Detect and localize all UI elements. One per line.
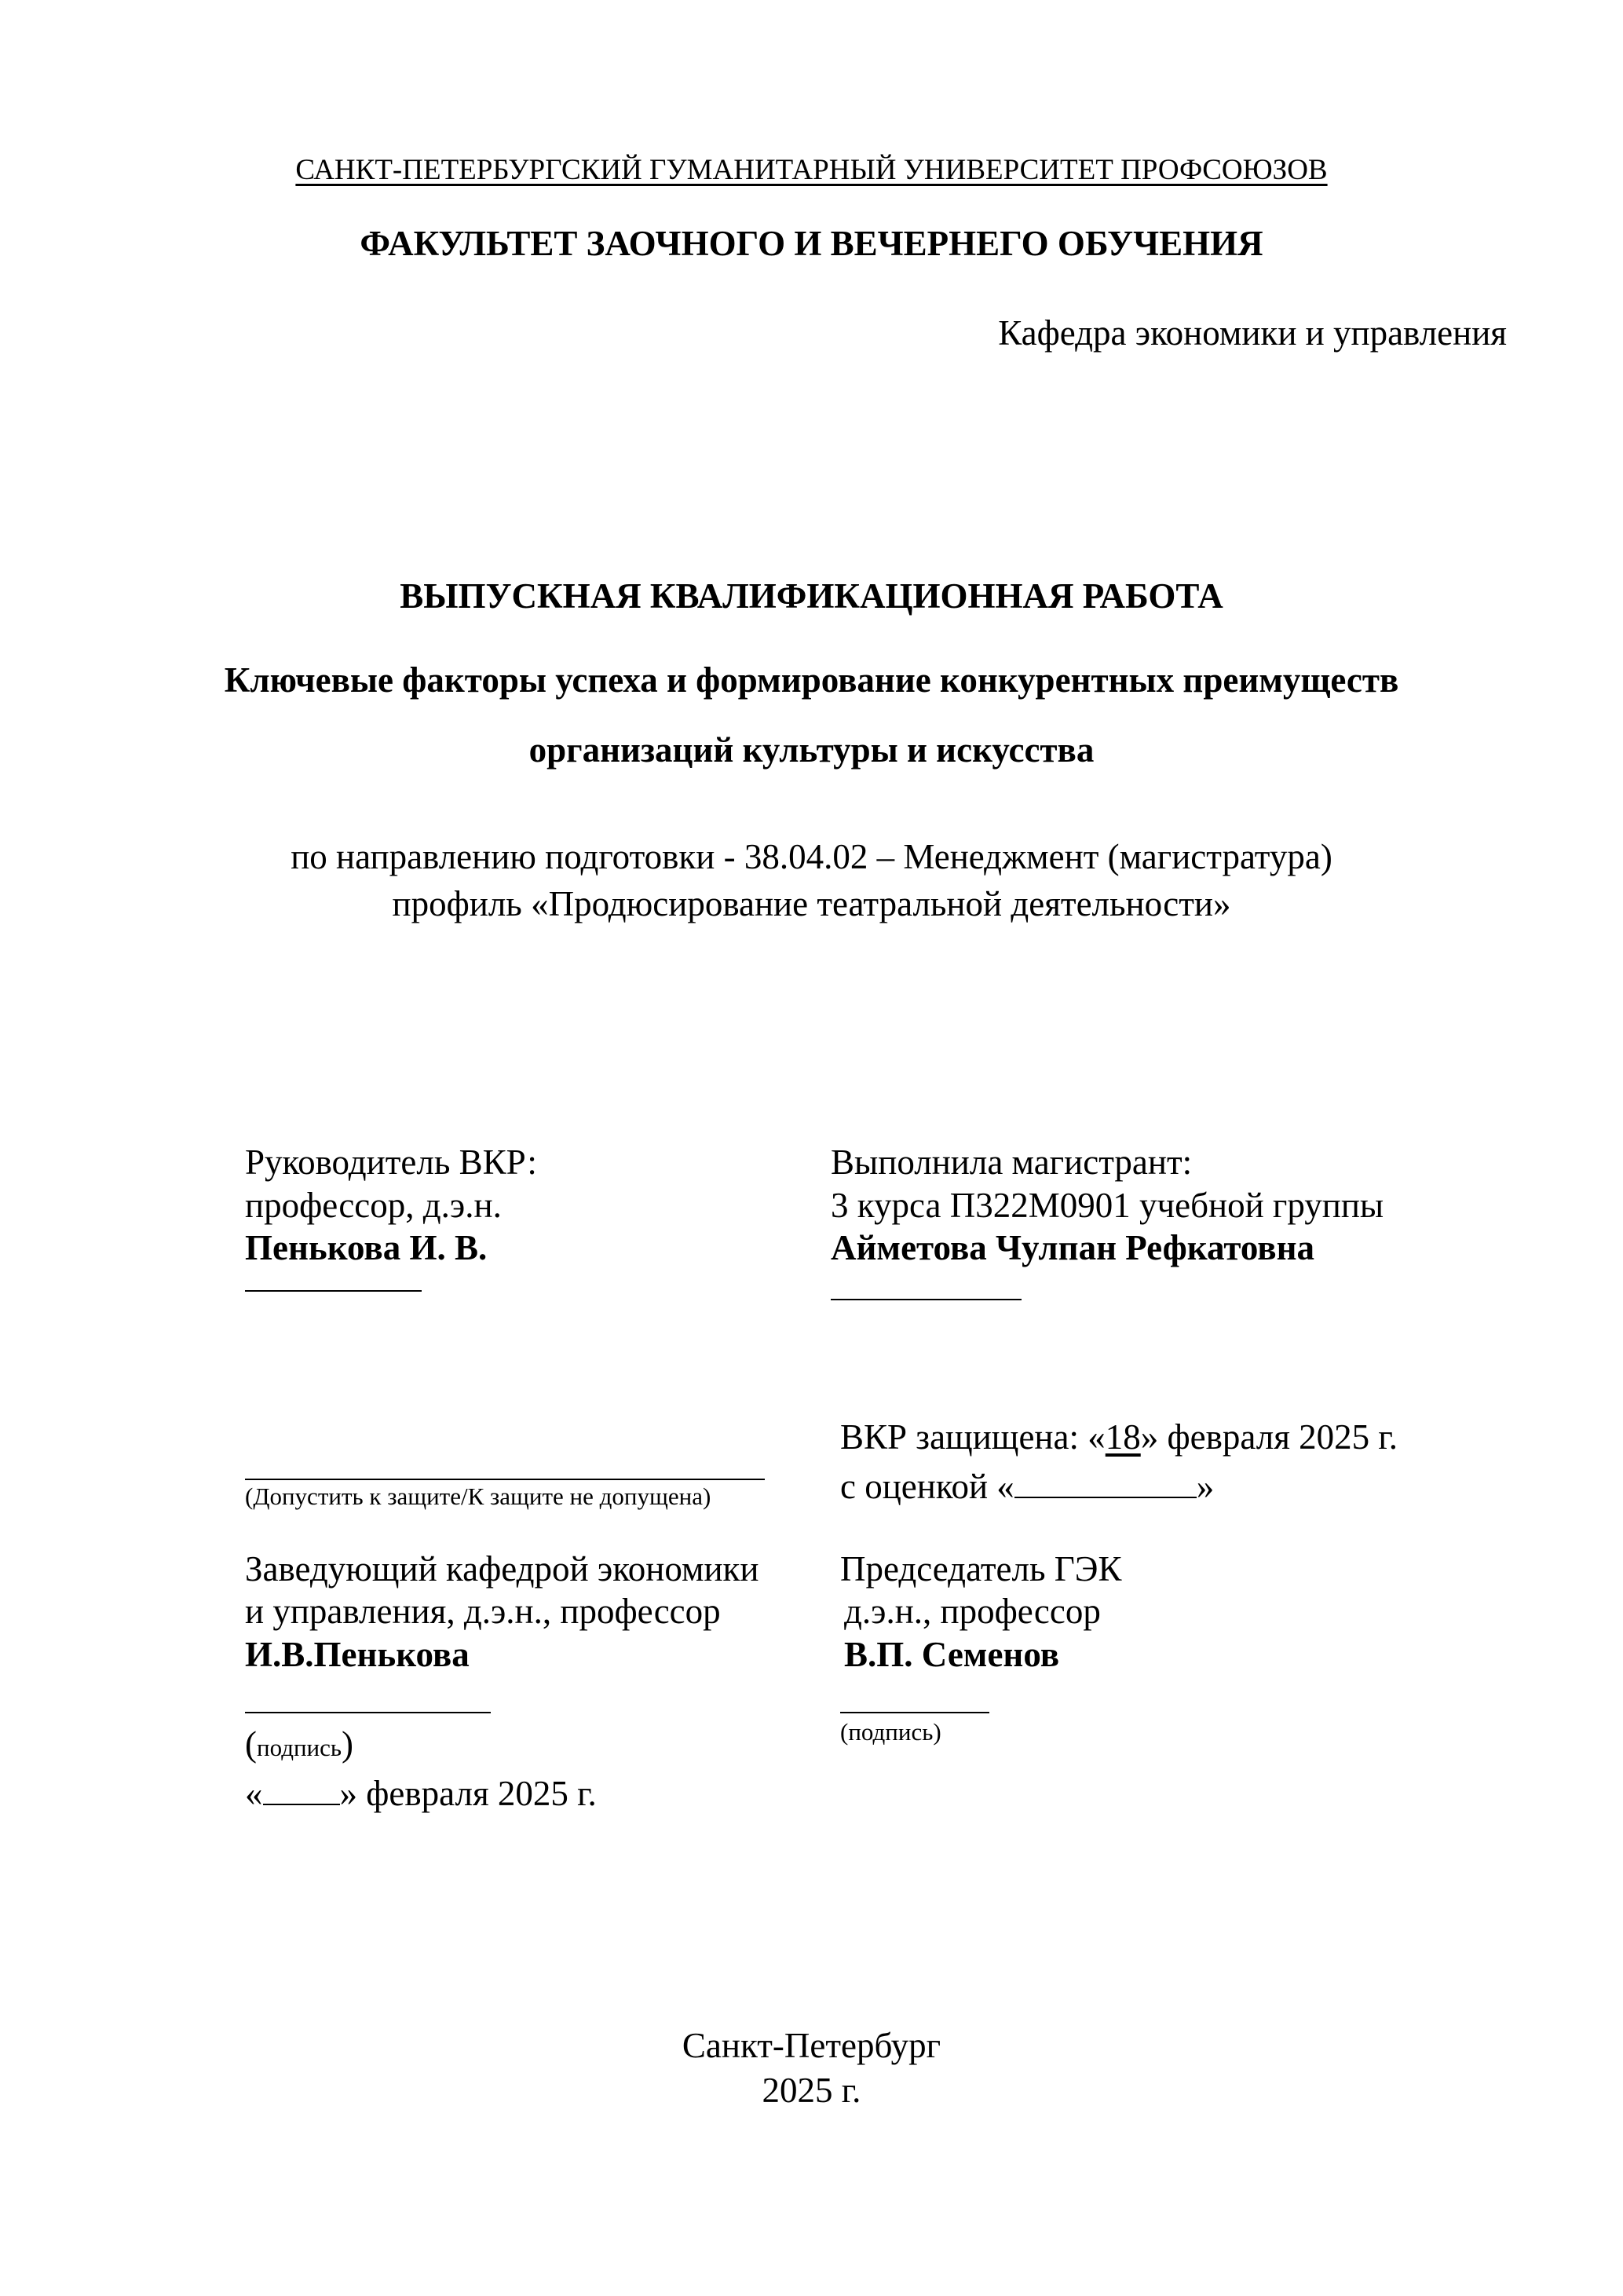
- supervisor-label: Руководитель ВКР:: [245, 1143, 537, 1182]
- faculty-name: ФАКУЛЬТЕТ ЗАОЧНОГО И ВЕЧЕРНЕГО ОБУЧЕНИЯ: [360, 224, 1263, 263]
- head-title-line-2: и управления, д.э.н., профессор: [245, 1592, 721, 1631]
- admission-note: (Допустить к защите/К защите не допущена): [245, 1483, 711, 1510]
- head-title-line-1: Заведующий кафедрой экономики: [245, 1549, 759, 1589]
- admission-decision-line: [245, 1479, 765, 1480]
- department-name: Кафедра экономики и управления: [998, 313, 1507, 353]
- student-group: 3 курса П322М0901 учебной группы: [831, 1186, 1384, 1225]
- student-signature-line: [831, 1299, 1022, 1300]
- defense-date: ВКР защищена: «18» февраля 2025 г.: [840, 1417, 1398, 1457]
- supervisor-signature-line: [245, 1290, 422, 1292]
- university-name: САНКТ-ПЕТЕРБУРГСКИЙ ГУМАНИТАРНЫЙ УНИВЕРСИТЕТ ПРОФСОЮЗОВ: [295, 154, 1328, 186]
- footer-city: Санкт-Петербург: [682, 2026, 941, 2065]
- topic-line-2: организаций культуры и искусства: [528, 730, 1095, 770]
- supervisor-name: Пенькова И. В.: [245, 1228, 488, 1267]
- chair-position: д.э.н., профессор: [844, 1592, 1101, 1631]
- defense-day: 18: [1105, 1417, 1141, 1457]
- direction-line: по направлению подготовки - 38.04.02 – Менеджмент (магистратура): [291, 837, 1332, 876]
- chair-signature-caption: (подпись): [840, 1718, 941, 1746]
- head-date: « » февраля 2025 г.: [245, 1774, 597, 1813]
- topic-line-1: Ключевые факторы успеха и формирование конкурентных преимуществ: [224, 660, 1399, 700]
- footer-year: 2025 г.: [762, 2071, 861, 2110]
- defense-grade: с оценкой « »: [840, 1467, 1215, 1506]
- supervisor-position: профессор, д.э.н.: [245, 1186, 502, 1225]
- head-name: И.В.Пенькова: [245, 1635, 470, 1674]
- head-signature-caption: (подпись): [245, 1724, 354, 1764]
- chair-name: В.П. Семенов: [844, 1635, 1060, 1674]
- chair-title: Председатель ГЭК: [840, 1549, 1122, 1589]
- profile-line: профиль «Продюсирование театральной деятельности»: [392, 884, 1231, 923]
- student-name: Айметова Чулпан Рефкатовна: [831, 1228, 1315, 1267]
- student-label: Выполнила магистрант:: [831, 1143, 1193, 1182]
- chair-signature-line: [840, 1712, 989, 1713]
- grade-blank: [1014, 1465, 1197, 1498]
- head-signature-line: [245, 1712, 491, 1713]
- work-type-title: ВЫПУСКНАЯ КВАЛИФИКАЦИОННАЯ РАБОТА: [400, 576, 1223, 616]
- head-date-blank: [263, 1772, 340, 1805]
